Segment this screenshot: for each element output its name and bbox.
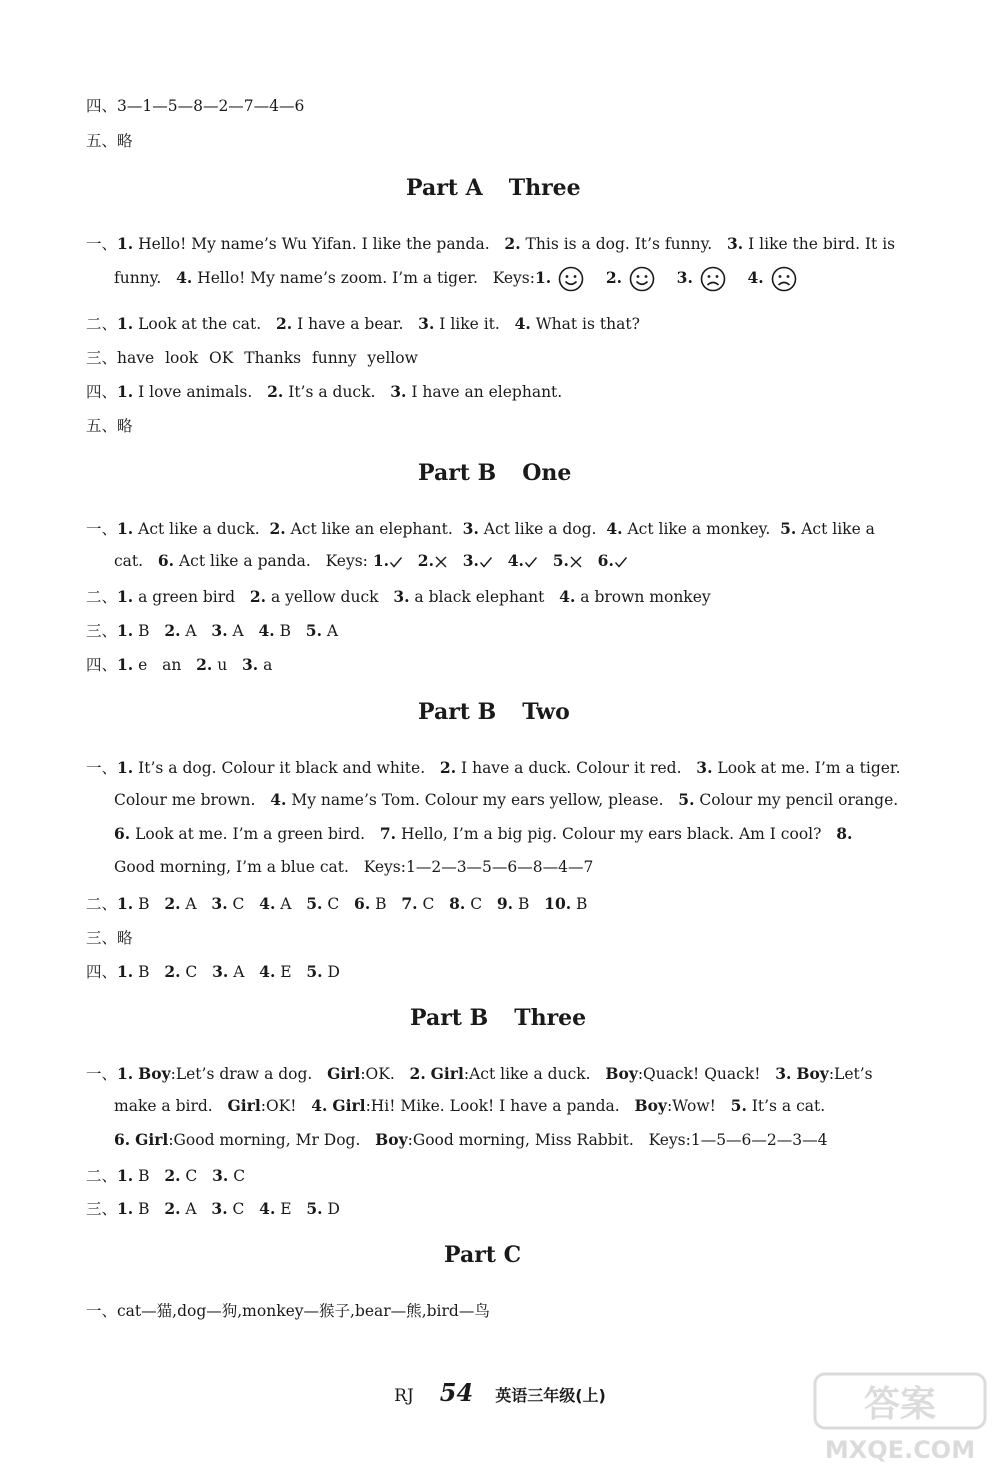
check-icon [389,555,403,569]
answer-line: make a bird. Girl:OK! 4. Girl:Hi! Mike. Look! I have a panda. Boy:Wow! 5. It’s a cat. [114,1096,826,1115]
answer-line: 五、略 [86,132,133,150]
answer-line: 四、1. I love animals. 2. It’s a duck. 3. I have an elephant. [86,382,563,401]
answer-line: Colour me brown. 4. My name’s Tom. Colour my ears yellow, please. 5. Colour my pencil orange. [114,790,899,809]
cross-icon [434,555,448,569]
check-icon [479,555,493,569]
subject-label: 英语三年级(上) [495,1386,606,1405]
happy-face-icon [558,266,584,292]
edition-label: RJ [394,1386,414,1406]
answer-line: 二、1. Look at the cat. 2. I have a bear. 3. I like it. 4. What is that? [86,314,640,333]
answer-line: 二、1. a green bird 2. a yellow duck 3. a black elephant 4. a brown monkey [86,587,711,606]
section-heading: Part B Three [410,1005,587,1031]
answer-line: Good morning, I’m a blue cat. Keys:1—2—3—5—6—8—4—7 [114,858,594,876]
watermark-url: MXQE.COM [824,1436,976,1464]
section-heading: Part B Two [418,699,570,725]
section-heading: Part B One [418,460,572,486]
answer-line: 四、1. e an 2. u 3. a [86,655,273,674]
happy-face-icon [629,266,655,292]
answer-line: 二、1. B 2. A 3. C 4. A 5. C 6. B 7. C 8. C 9. B 10. B [86,894,588,913]
answer-line: 二、1. B 2. C 3. C [86,1166,246,1185]
answer-line: 四、1. B 2. C 3. A 4. E 5. D [86,962,340,981]
answer-line: 一、1. Hello! My name’s Wu Yifan. I like the panda. 2. This is a dog. It’s funny. 3. I like the bird. It is [86,234,896,253]
answer-line: funny. 4. Hello! My name’s zoom. I’m a tiger. Keys:1. 2. 3. 4. [114,266,799,292]
answer-line: 三、have look OK Thanks funny yellow [86,349,418,367]
answer-line: 五、略 [86,417,133,435]
section-heading: Part A Three [406,175,581,201]
section-heading: Part C [444,1242,522,1268]
answer-line: 三、略 [86,929,133,947]
answer-line: 一、1. Boy:Let’s draw a dog. Girl:OK. 2. Girl:Act like a duck. Boy:Quack! Quack! 3. Boy:Let’s [86,1064,873,1083]
watermark-text: 答案 [863,1384,937,1425]
answer-line: 四、3—1—5—8—2—7—4—6 [86,97,305,115]
answer-line: 一、1. Act like a duck. 2. Act like an elephant. 3. Act like a dog. 4. Act like a monkey. 5. Act like a [86,519,875,538]
answer-line: 6. Look at me. I’m a green bird. 7. Hello, I’m a big pig. Colour my ears black. Am I cool? 8. [114,824,853,843]
sad-face-icon [700,266,726,292]
watermark-logo [805,1368,995,1468]
cross-icon [569,555,583,569]
answer-line: 三、1. B 2. A 3. A 4. B 5. A [86,621,339,640]
check-icon [524,555,538,569]
answer-line: cat. 6. Act like a panda. Keys: 1. 2. 3. 4. 5. 6. [114,551,628,570]
answer-line: 6. Girl:Good morning, Mr Dog. Boy:Good morning, Miss Rabbit. Keys:1—5—6—2—3—4 [114,1130,828,1149]
answer-line: 一、cat—猫,dog—狗,monkey—猴子,bear—熊,bird—鸟 [86,1302,490,1320]
page-number: 54 [439,1378,474,1407]
check-icon [614,555,628,569]
sad-face-icon [771,266,797,292]
answer-line: 三、1. B 2. A 3. C 4. E 5. D [86,1199,340,1218]
answer-line: 一、1. It’s a dog. Colour it black and white. 2. I have a duck. Colour it red. 3. Look at me. I’m a tiger. [86,758,901,777]
